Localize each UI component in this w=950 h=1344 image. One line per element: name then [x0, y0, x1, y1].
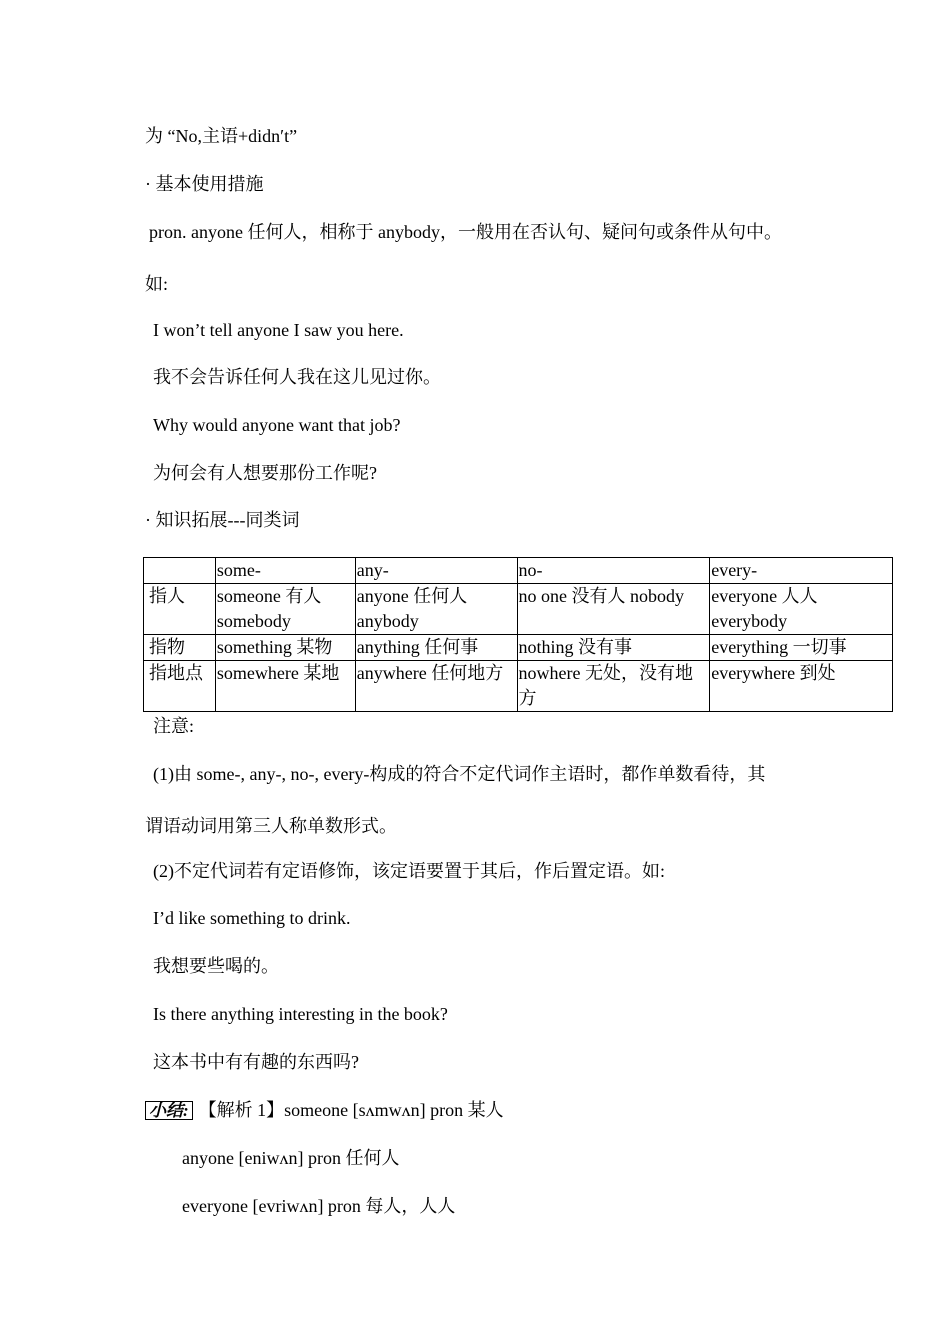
- table-cell: everyone 人人 everybody: [710, 584, 893, 635]
- example-translation: 为何会有人想要那份工作呢?: [153, 463, 377, 483]
- section-heading-extension: · 知识拓展---同类词: [145, 510, 300, 530]
- example-translation: 这本书中有有趣的东西吗?: [153, 1052, 359, 1072]
- table-cell: everywhere 到处: [710, 661, 893, 712]
- table-cell: anywhere 任何地方: [355, 661, 517, 712]
- example-sentence: I’d like something to drink.: [153, 908, 351, 928]
- table-cell: anything 任何事: [355, 635, 517, 661]
- table-cell: no-: [517, 558, 710, 584]
- table-cell: no one 没有人 nobody: [517, 584, 710, 635]
- table-row: [144, 584, 893, 635]
- table-cell: anyone 任何人 anybody: [355, 584, 517, 635]
- table-cell: [144, 558, 216, 584]
- table-cell: something 某物: [215, 635, 355, 661]
- indefinite-pronoun-table: [143, 557, 893, 712]
- note-heading: 注意:: [153, 716, 195, 736]
- example-translation: 我不会告诉任何人我在这儿见过你。: [153, 367, 441, 387]
- section-heading-basic-usage: · 基本使用措施: [145, 174, 264, 194]
- text-line: pron. anyone 任何人，相称于 anybody，一般用在否认句、疑问句或条件从句中。: [149, 222, 782, 242]
- table-cell: somewhere 某地: [215, 661, 355, 712]
- table-cell: nowhere 无处，没有地方: [517, 661, 710, 712]
- example-sentence: I won’t tell anyone I saw you here.: [153, 320, 404, 340]
- summary-entry: anyone [eniwʌn] pron 任何人: [182, 1148, 400, 1168]
- table-row-header: 指物: [144, 635, 216, 661]
- example-translation: 我想要些喝的。: [153, 956, 279, 976]
- table-cell: everything 一切事: [710, 635, 893, 661]
- table-cell: nothing 没有事: [517, 635, 710, 661]
- summary-entry: everyone [evriwʌn] pron 每人，人人: [182, 1196, 456, 1216]
- example-sentence: Is there anything interesting in the book?: [153, 1004, 448, 1024]
- table-cell: any-: [355, 558, 517, 584]
- note-text: (2)不定代词若有定语修饰，该定语要置于其后，作后置定语。如:: [153, 861, 665, 881]
- table-row: [144, 635, 893, 661]
- table-cell: some-: [215, 558, 355, 584]
- note-text: (1)由 some-, any-, no-, every-构成的符合不定代词作主语时，都作单数看待，其: [153, 764, 766, 784]
- summary-text: 【解析 1】someone [sʌmwʌn] pron 某人: [198, 1100, 504, 1120]
- table-header-row: [144, 558, 893, 584]
- table-row: [144, 661, 893, 712]
- table-cell: every-: [710, 558, 893, 584]
- table-cell: someone 有人 somebody: [215, 584, 355, 635]
- table-row-header: 指地点: [144, 661, 216, 712]
- summary-tag: 小结:: [145, 1101, 193, 1120]
- note-text: 谓语动词用第三人称单数形式。: [145, 816, 397, 836]
- table-row-header: 指人: [144, 584, 216, 635]
- text-line: 为 “No,主语+didn′t”: [145, 126, 298, 146]
- summary-line: [145, 1099, 504, 1121]
- text-line: 如:: [145, 274, 169, 294]
- example-sentence: Why would anyone want that job?: [153, 415, 401, 435]
